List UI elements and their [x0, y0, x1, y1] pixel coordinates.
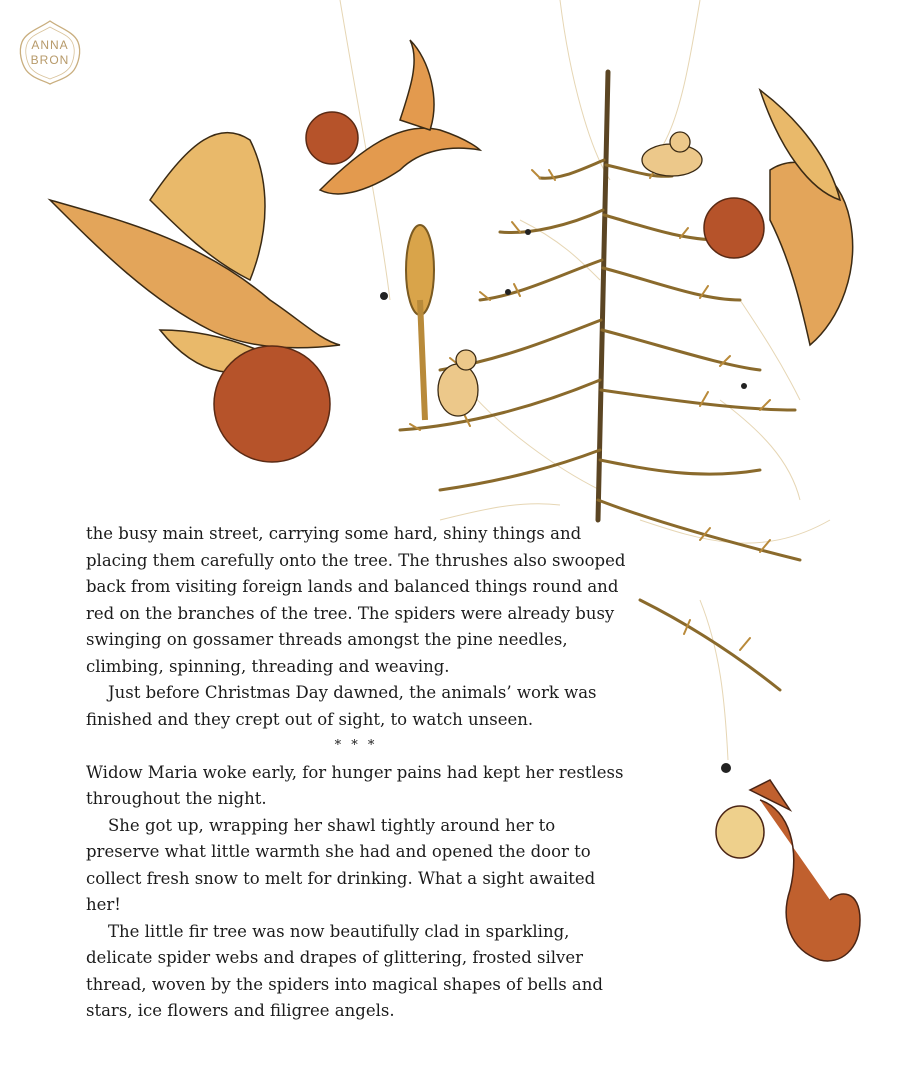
story-text — [86, 521, 626, 1025]
thrush-right — [760, 90, 853, 345]
apple-right-icon — [704, 198, 764, 258]
mouse-wheat — [438, 350, 478, 416]
apple-large-icon — [214, 346, 330, 462]
section-separator: * * * — [334, 738, 378, 753]
paragraph-4: She got up, wrapping her shawl tightly around her to preserve what little warmth she had and opened the door to collect fresh snow to melt for drinking. What a sight awaited her! — [86, 815, 596, 914]
apple-small-icon — [306, 112, 358, 164]
paragraph-1: the busy main street, carrying some hard, shiny things and placing them carefully onto the tree. The thrushes also swooped back from visiting foreign lands and balanced things round and red on the branches of the tree. The spiders were already busy swinging on gossamer threads amongst the pine needles, climbing, spinning, threading and weaving. — [86, 524, 626, 676]
squirrel — [716, 780, 860, 961]
thrush-large — [50, 133, 340, 373]
paragraph-3: Widow Maria woke early, for hunger pains had kept her restless throughout the night. — [86, 762, 624, 808]
paragraph-2: Just before Christmas Day dawned, the animals’ work was finished and they crept out of sight, to watch unseen. — [86, 683, 597, 729]
mouse-top — [642, 132, 702, 176]
logo-line-2: BRON — [30, 53, 70, 67]
wheat-sheaf — [406, 225, 434, 420]
paragraph-5: The little fir tree was now beautifully clad in sparkling, delicate spider webs and drapes of glittering, frosted silver thread, woven by the spiders into magical shapes of bells and stars, ice flowers and filigree angels. — [86, 921, 603, 1020]
logo-line-1: ANNA — [31, 38, 69, 52]
